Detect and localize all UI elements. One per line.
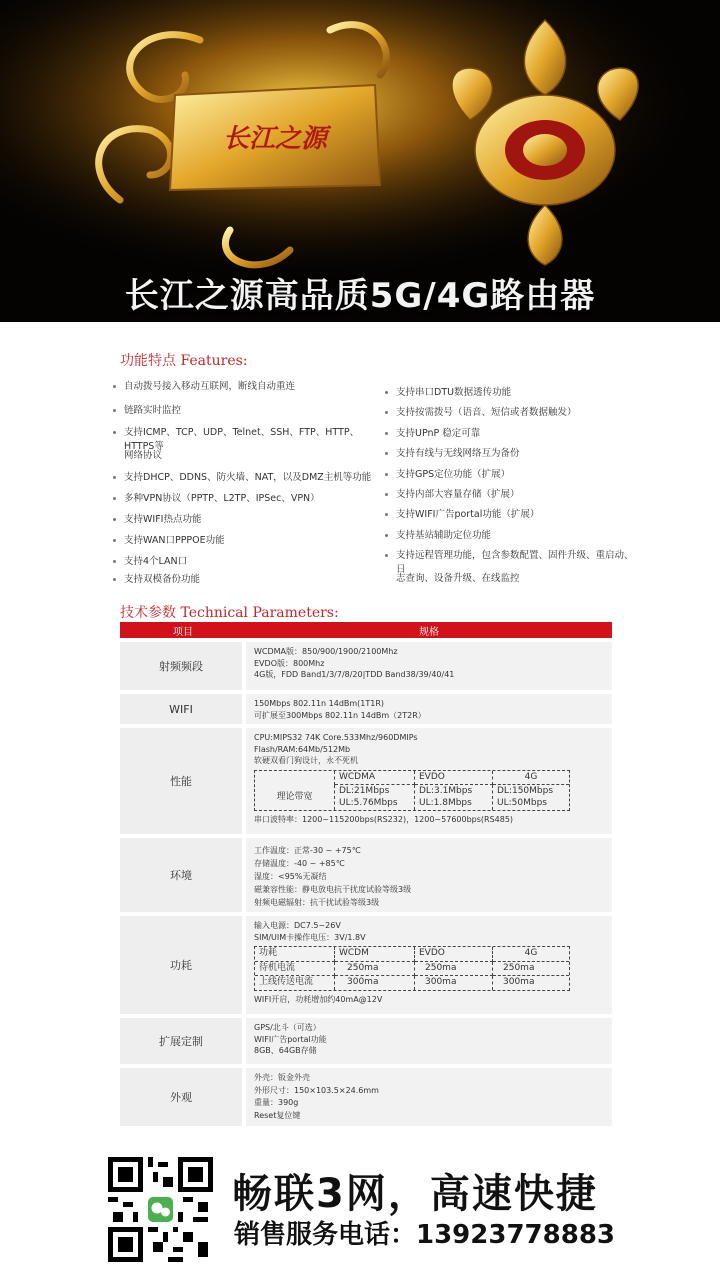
power-cell: 250ma — [335, 962, 415, 977]
bandwidth-dl: DL:21Mbps — [339, 786, 390, 796]
power-cell: 300ma — [335, 976, 415, 990]
row-label: WIFI — [120, 694, 242, 724]
header-spec: 规格 — [419, 626, 439, 638]
feature-item: 支持有线与无线网络互为备份 — [384, 447, 520, 461]
bandwidth-ul: UL:50Mbps — [497, 797, 547, 808]
bandwidth-table — [254, 770, 570, 812]
spec-line: GPS/北斗（可选） — [254, 1023, 321, 1032]
logo-text: 长江之源 — [222, 124, 327, 154]
feature-item: 支持内部大容量存储（扩展） — [384, 488, 520, 502]
power-standby-row — [255, 962, 569, 977]
power-cell: 4G — [493, 947, 569, 962]
power-cell: 250ma — [493, 962, 569, 977]
bandwidth-col: EVDO — [415, 771, 493, 786]
power-cell: WCDM — [335, 947, 415, 962]
row-spec — [246, 916, 612, 1014]
power-cell: EVDO — [415, 947, 493, 962]
tech-heading: 技术参数 Technical Parameters: — [120, 605, 339, 621]
spec-line: WIFI广告portal功能 — [254, 1034, 327, 1044]
feature-item: 支持按需拨号（语音、短信或者数据触发） — [384, 406, 577, 420]
power-table — [254, 946, 570, 991]
spec-line: Flash/RAM:64Mb/512Mb — [254, 744, 351, 754]
banner-title: 长江之源高品质5G/4G路由器 — [124, 276, 596, 316]
spec-line: 串口波特率：1200~115200bps(RS232)，1200~57600bps(RS485) — [254, 815, 514, 824]
feature-item: 多种VPN协议（PPTP、L2TP、IPSec、VPN） — [112, 492, 320, 506]
slogan: 畅联3网，高速快捷 — [232, 1171, 598, 1217]
feature-item: 支持WIFI广告portal功能（扩展） — [384, 508, 539, 522]
table-row-extension — [120, 1018, 612, 1064]
feature-item: 支持DHCP、DDNS、防火墙、NAT，以及DMZ主机等功能 — [112, 471, 371, 485]
feature-item: 支持GPS定位功能（扩展） — [384, 468, 510, 482]
feature-item: 链路实时监控 — [112, 404, 181, 418]
row-label: 扩展定制 — [120, 1018, 242, 1064]
spec-line: 外形尺寸：150×103.5×24.6mm — [254, 1085, 379, 1095]
feature-item: 支持UPnP 稳定可靠 — [384, 427, 480, 441]
spec-line: 外壳：钣金外壳 — [254, 1073, 310, 1082]
bandwidth-header-row — [255, 771, 569, 786]
spec-line: WCDMA版：850/900/1900/2100Mhz — [254, 647, 398, 656]
spec-line: 工作温度：正常-30 ~ +75℃ — [254, 846, 361, 855]
row-spec — [246, 1068, 612, 1126]
spec-line: 存储温度：-40 ~ +85℃ — [254, 859, 345, 868]
feature-item: 支持WAN口PPPOE功能 — [112, 534, 225, 548]
bandwidth-cell — [493, 785, 569, 810]
qr-code-icon — [108, 1157, 213, 1262]
spec-line: 湿度：<95%无凝结 — [254, 872, 327, 881]
power-cell: 功耗 — [255, 947, 335, 962]
spec-line: 重量：390g — [254, 1098, 299, 1107]
bandwidth-col: WCDMA — [335, 771, 415, 786]
power-cell: 250ma — [415, 962, 493, 977]
spec-line: 可扩展至300Mbps 802.11n 14dBm（2T2R） — [254, 710, 426, 720]
bandwidth-col: 4G — [493, 771, 569, 786]
bandwidth-cell — [415, 785, 493, 810]
power-header-row — [255, 947, 569, 962]
power-cell: 300ma — [503, 977, 535, 987]
row-spec — [246, 838, 612, 912]
bandwidth-blank — [255, 771, 335, 786]
table-row-environment — [120, 838, 612, 912]
features-list — [112, 380, 632, 590]
bandwidth-label: 理论带宽 — [255, 785, 335, 810]
spec-line: 射频电磁辐射：抗干扰试验等级3级 — [254, 898, 380, 907]
row-label: 功耗 — [120, 916, 242, 1014]
feature-item: 支持双模备份功能 — [112, 573, 200, 587]
spec-line: 输入电源：DC7.5~26V — [254, 921, 341, 930]
sales-phone: 销售服务电话：13923778883 — [234, 1220, 615, 1250]
feature-item: 自动拨号接入移动互联网，断线自动重连 — [112, 380, 295, 394]
row-label: 环境 — [120, 838, 242, 912]
power-cell: 上线传送电流 — [255, 976, 335, 990]
row-label: 射频频段 — [120, 642, 242, 690]
feature-item: 支持基站辅助定位功能 — [384, 529, 491, 543]
spec-line: 8GB、64GB存储 — [254, 1046, 317, 1055]
feature-item: 支持远程管理功能，包含参数配置、固件升级、重启动、日 — [384, 549, 634, 577]
banner — [0, 0, 720, 322]
bandwidth-dl: DL:3.1Mbps — [419, 786, 473, 796]
table-row-power — [120, 916, 612, 1014]
table-row-wifi — [120, 694, 612, 724]
spec-line: 软硬双看门狗设计，永不死机 — [254, 756, 358, 765]
bandwidth-data-row — [255, 785, 569, 810]
power-upload-row — [255, 976, 569, 990]
feature-item: 支持WIFI热点功能 — [112, 513, 201, 527]
row-spec — [246, 642, 612, 690]
spec-line: EVDO版：800Mhz — [254, 658, 325, 668]
spec-line: 磁兼容性能：静电放电抗干扰度试验等级3级 — [254, 885, 412, 894]
spec-line: Reset复位键 — [254, 1110, 301, 1120]
bandwidth-ul: UL:5.76Mbps — [339, 797, 398, 808]
spec-line: SIM/UIM卡操作电压：3V/1.8V — [254, 932, 366, 942]
table-header — [120, 622, 612, 638]
bandwidth-dl: DL:150Mbps — [497, 786, 554, 796]
row-spec — [246, 1018, 612, 1064]
table-row-performance — [120, 728, 612, 834]
spec-line: WIFI开启，功耗增加约40mA@12V — [254, 994, 383, 1004]
tech-table — [120, 622, 612, 1120]
feature-item: 支持4个LAN口 — [112, 555, 187, 569]
bandwidth-ul: UL:1.8Mbps — [419, 797, 472, 808]
spec-line: 150Mbps 802.11n 14dBm(1T1R) — [254, 699, 385, 708]
table-row-appearance — [120, 1068, 612, 1126]
spec-line: 4G版，FDD Band1/3/7/8/20|TDD Band38/39/40/41 — [254, 670, 455, 679]
feature-item: 支持串口DTU数据透传功能 — [384, 386, 511, 400]
table-row-rf — [120, 642, 612, 690]
spec-line: CPU:MIPS32 74K Core.533Mhz/960DMIPs — [254, 733, 418, 742]
feature-item: 支持ICMP、TCP、UDP、Telnet、SSH、FTP、HTTP、HTTPS等 — [112, 426, 374, 454]
feature-item-continued: 网络协议 — [124, 450, 163, 461]
bandwidth-cell — [335, 785, 415, 810]
features-heading: 功能特点 Features: — [120, 353, 248, 369]
header-item: 项目 — [173, 626, 193, 638]
row-label: 性能 — [120, 728, 242, 834]
row-label: 外观 — [120, 1068, 242, 1126]
power-cell: 待机电流 — [255, 962, 335, 977]
row-spec — [246, 694, 612, 724]
row-spec — [246, 728, 612, 834]
power-cell: 300ma — [415, 976, 493, 990]
feature-item-continued: 志查询、设备升级、在线监控 — [396, 573, 520, 584]
